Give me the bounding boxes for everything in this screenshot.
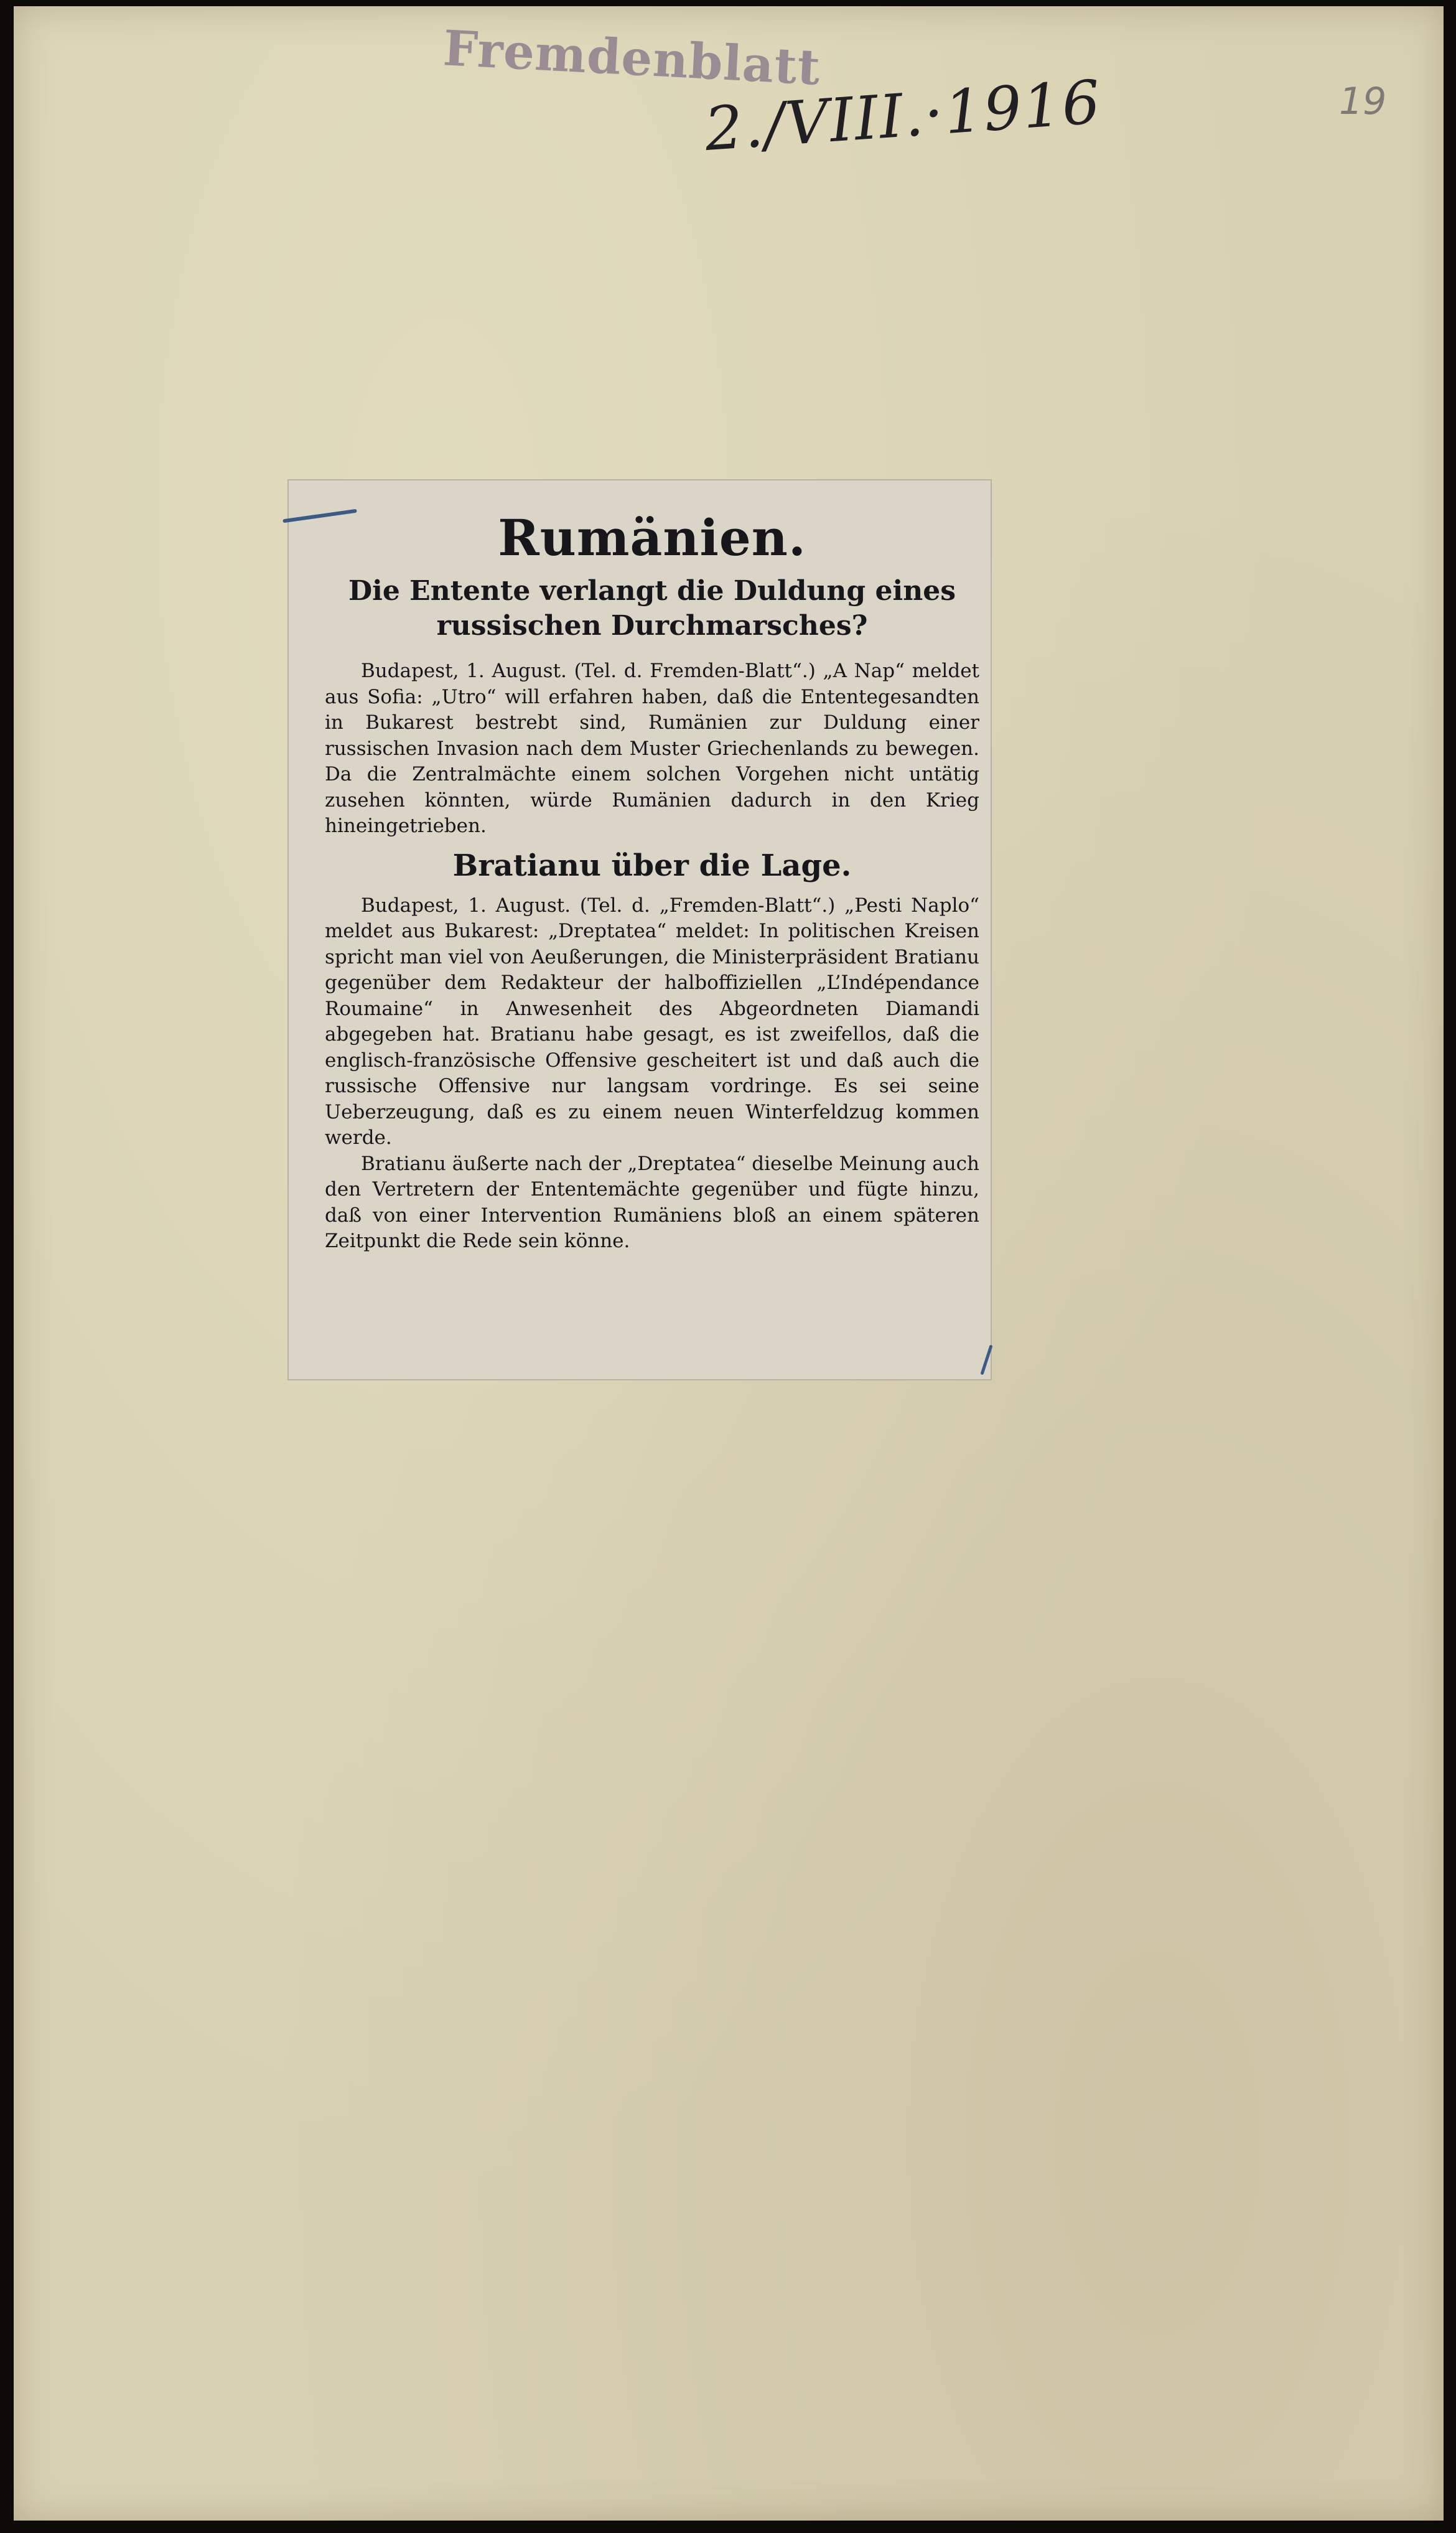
newspaper-stamp: Fremdenblatt [442, 20, 822, 96]
section-2-title: Bratianu über die Lage. [452, 848, 852, 883]
pencil-mark-end [980, 1344, 992, 1375]
clipping-subtitle: Die Entente verlangt die Duldung eines russischen Durchmarsches? [348, 575, 956, 642]
article-1-text: Budapest, 1. August. (Tel. d. Fremden-Blatt“.) „A Nap“ meldet aus Sofia: „Utro“ will erfahren haben, daß die Ententegesandten in Bukarest bestrebt sind, Rumänien zur Duldung einer russischen Invasion nach dem Muster Griechenlands zu bewegen. Da die Zentralmächte einem solchen Vorgehen nicht untätig zusehen könnten, würde Rumänien dadurch in den Krieg hineingetrieben. [325, 660, 979, 837]
article-2-paragraph-2: Bratianu äußerte nach der „Dreptatea“ dieselbe Meinung auch den Vertretern der Ententemächte gegenüber und fügte hinzu, daß von einer Intervention Rumäniens bloß an einem späteren Zeitpunkt die Rede sein könne. [325, 1152, 979, 1252]
newspaper-clipping [287, 479, 992, 1380]
article-2-paragraph-1: Budapest, 1. August. (Tel. d. „Fremden-Blatt“.) „Pesti Naplo“ meldet aus Bukarest: „Dreptatea“ meldet: In politischen Kreisen spricht man viel von Aeußerungen, die Ministerpräsident Bratianu gegenüber dem Redakteur der halboffiziellen „L’Indépendance Roumaine“ in Anwesenheit des Abgeordneten Diamandi abgegeben hat. Bratianu habe gesagt, es ist zweifellos, daß die englisch-französische Offensive gescheitert ist und daß auch die russische Offensive nur langsam vordringe. Es sei seine Ueberzeugung, daß es zu einem neuen Winterfeldzug kommen werde. [325, 894, 979, 1149]
handwritten-date: 2./VIII.·1916 [702, 67, 1104, 165]
clipping-title: Rumänien. [498, 508, 806, 567]
folio-number: 19 [1339, 80, 1387, 123]
archive-sheet [14, 6, 1444, 2521]
